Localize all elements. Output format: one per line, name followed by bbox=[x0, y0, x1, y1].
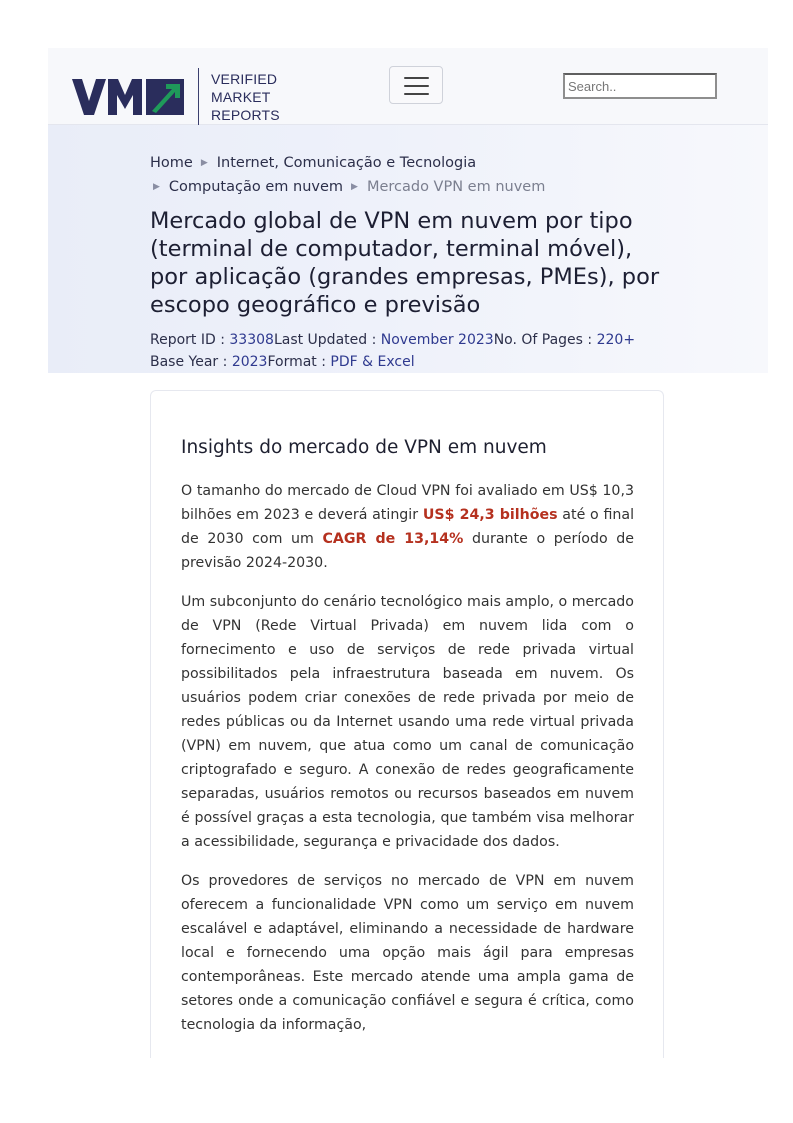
format-value: PDF & Excel bbox=[330, 354, 415, 370]
report-meta bbox=[150, 329, 635, 373]
chevron-right-icon: ▶ bbox=[200, 158, 208, 168]
logo-line-verified: VERIFIED bbox=[211, 71, 278, 87]
site-header bbox=[48, 48, 768, 125]
report-meta-row bbox=[150, 351, 635, 373]
insights-paragraph: Os provedores de serviços no mercado de VPN em nuvem oferecem a funcionalidade VPN como um serviço em nuvem escalável e adaptável, eliminando a necessidade de hardware local e fornecendo uma opção mais ágil para empresas contemporâneas. Este mercado atende uma ampla gama de setores onde a comunicação confiável e segura é crítica, como tecnologia da informação, bbox=[181, 873, 634, 1033]
hamburger-menu-icon bbox=[404, 77, 429, 79]
breadcrumb-cloud[interactable]: Computação em nuvem bbox=[168, 179, 344, 195]
vmr-logo-mark-icon bbox=[72, 79, 184, 115]
chevron-right-icon: ▶ bbox=[351, 182, 358, 192]
report-hero bbox=[48, 125, 768, 373]
cagr-highlight: CAGR de 13,14% bbox=[322, 531, 464, 547]
report-id-value: 33308 bbox=[229, 332, 274, 348]
report-id-label: Report ID : bbox=[150, 332, 230, 348]
logo-line-reports: REPORTS bbox=[211, 107, 280, 123]
insights-text: até o final de 2030 com um bbox=[181, 507, 635, 547]
breadcrumb-home[interactable]: Home bbox=[150, 155, 193, 171]
pages-value: 220+ bbox=[596, 332, 636, 348]
pages-label: No. Of Pages : bbox=[493, 332, 597, 348]
breadcrumb-current: Mercado VPN em nuvem bbox=[366, 179, 546, 195]
hamburger-line bbox=[404, 85, 429, 87]
report-meta-row bbox=[150, 329, 635, 351]
breadcrumb-internet[interactable]: Internet, Comunicação e Tecnologia bbox=[216, 155, 477, 171]
format-label: Format : bbox=[267, 354, 331, 370]
site-logo[interactable] bbox=[72, 68, 280, 126]
insights-card bbox=[150, 390, 664, 1058]
insights-heading: Insights do mercado de VPN em nuvem bbox=[181, 437, 547, 458]
hamburger-line bbox=[404, 93, 429, 95]
insights-paragraph bbox=[181, 479, 634, 575]
insights-body bbox=[181, 479, 634, 1052]
last-updated-value: November 2023 bbox=[380, 332, 494, 348]
logo-line-market: MARKET bbox=[211, 89, 271, 105]
chevron-right-icon: ▶ bbox=[153, 182, 160, 192]
insights-paragraph: Um subconjunto do cenário tecnológico mais amplo, o mercado de VPN (Rede Virtual Privada) em nuvem lida com o fornecimento e uso de serviços de rede privada virtual possibilitados pela infraestrutura baseada em nuvem. Os usuários podem criar conexões de rede privada por meio de redes públicas ou da Internet usando uma rede virtual privada (VPN) em nuvem, que atua como um canal de comunicação criptografado e seguro. A conexão de redes geograficamente separadas, usuários remotos ou recursos baseados em nuvem é possível graças a esta tecnologia, que também visa melhorar a acessibilidade, segurança e privacidade dos dados. bbox=[181, 594, 634, 850]
last-updated-label: Last Updated : bbox=[273, 332, 381, 348]
page-title: Mercado global de VPN em nuvem por tipo (terminal de computador, terminal móvel), por aplicação (grandes empresas, PMEs), por escopo geográfico e previsão bbox=[150, 208, 660, 318]
menu-toggle-button[interactable] bbox=[389, 66, 443, 104]
market-value-highlight: US$ 24,3 bilhões bbox=[422, 507, 558, 523]
base-year-label: Base Year : bbox=[150, 354, 232, 370]
breadcrumb-row bbox=[150, 175, 545, 199]
page bbox=[48, 48, 768, 1033]
logo-divider bbox=[198, 68, 199, 126]
search-input[interactable] bbox=[563, 73, 717, 99]
insights-text: O tamanho do mercado de Cloud VPN foi avaliado em US$ 10,3 bilhões em 2023 e deverá atingir bbox=[181, 483, 634, 523]
breadcrumb-row bbox=[150, 151, 545, 175]
logo-wordmark bbox=[211, 70, 280, 124]
base-year-value: 2023 bbox=[231, 354, 268, 370]
breadcrumb bbox=[150, 151, 545, 199]
insights-text: durante o período de previsão 2024-2030. bbox=[181, 531, 634, 571]
